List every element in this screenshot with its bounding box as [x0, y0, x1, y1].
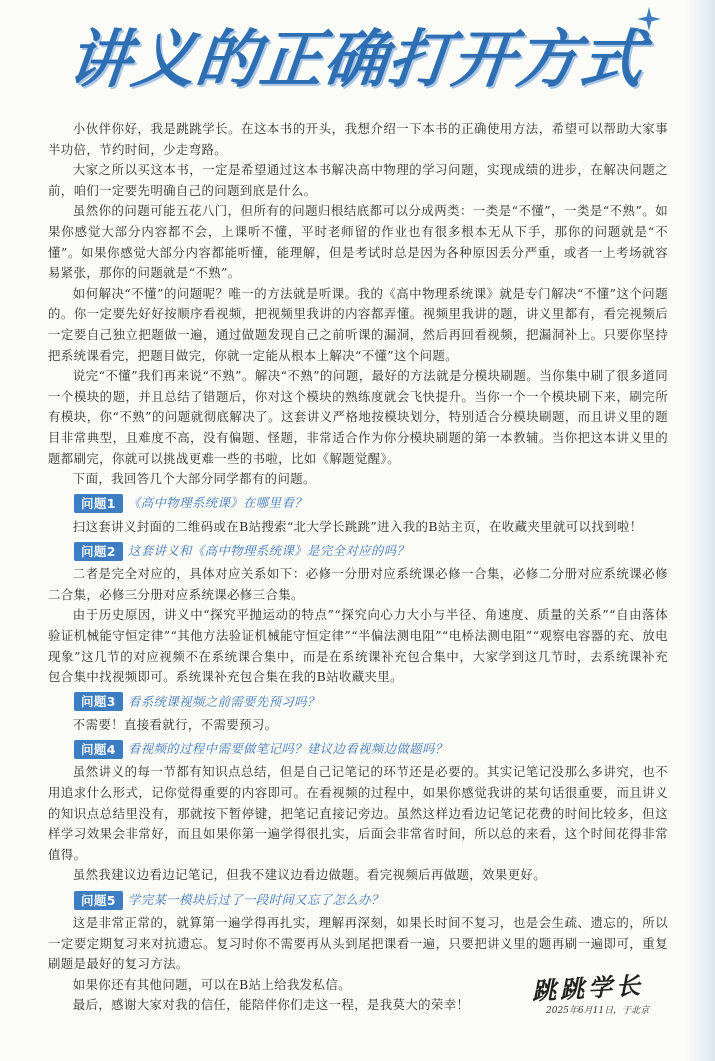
answer-paragraph: 扫这套讲义封面的二维码或在B站搜索“北大学长跳跳”进入我的B站主页，在收藏夹里就可以找到啦！ [72, 518, 643, 534]
question-text: 《高中物理系统课》在哪里看？ [127, 495, 307, 511]
question-text: 看系统课视频之前需要先预习吗？ [127, 693, 320, 709]
intro-paragraph: 大家之所以买这本书，一定是希望通过这本书解决高中物理的学习问题，实现成绩的进步，在解决问题之前，咱们一定要先明确自己的问题到底是什么。 [48, 162, 668, 198]
question-label: 问题4 [74, 740, 123, 759]
answer-paragraph: 二者是完全对应的，具体对应关系如下：必修一分册对应系统课必修一合集，必修二分册对应系统课必修二合集，必修三分册对应系统课必修三合集。 [48, 566, 668, 602]
question-heading [74, 890, 668, 910]
answer-paragraph: 这是非常正常的，就算第一遍学得再扎实，理解再深刻，如果长时间不复习，也是会生疏、遗忘的，所以一定要定期复习来对抗遗忘。复习时你不需要再从头到尾把课看一遍，只要把讲义里的题再刷一遍即可，重复刷题是最好的复习方法。 [48, 915, 668, 972]
question-heading [74, 692, 668, 712]
intro-paragraph: 虽然你的问题可能五花八门，但所有的问题归根结底都可以分成两类：一类是“不懂”，一类是“不熟”。如果你感觉大部分内容都不会，上课听不懂，平时老师留的作业也有很多根本无从下手，那你的问题就是“不懂”。如果你感觉大部分内容都能听懂，能理解，但是考试时总是因为各种原因丢分严重，或者一上考场就容易紧张，那你的问题就是“不熟”。 [48, 203, 668, 281]
question-text: 学完某一模块后过了一段时间又忘了怎么办？ [127, 891, 384, 907]
question-label: 问题2 [74, 542, 123, 561]
closing-paragraph: 如果你还有其他问题，可以在B站上给我发私信。 [72, 976, 351, 992]
signature: 跳跳学长 [531, 970, 645, 1006]
answer-paragraph: 虽然讲义的每一节都有知识点总结，但是自己记笔记的环节还是必要的。其实记笔记没那么多讲究，也不用追求什么形式，记你觉得重要的内容即可。在看视频的过程中，如果你感觉我讲的某句话很重要，而且讲义的知识点总结里没有，那就按下暂停键，把笔记直接记旁边。虽然这样边看边记笔记花费的时间比较多，但这样学习效果会非常好，而且如果你第一遍学得很扎实，后面会非常省时间，所以总的来看，这个时间花得非常值得。 [48, 764, 668, 862]
intro-paragraph: 说完“不懂”我们再来说“不熟”。解决“不熟”的问题，最好的方法就是分模块刷题。当你集中刷了很多道同一个模块的题，并且总结了错题后，你对这个模块的熟练度就会飞快提升。当你一个一个模块刷下来，刷完所有模块，你“不熟”的问题就彻底解决了。这套讲义严格地按模块划分，特别适合分模块刷题，而且讲义里的题目非常典型，且难度不高，没有偏题、怪题，非常适合作为你分模块刷题的第一本教辅。当你把这本讲义里的题都刷完，你就可以挑战更难一些的书啦，比如《解题觉醒》。 [48, 368, 668, 466]
intro-paragraph: 小伙伴你好，我是跳跳学长。在这本书的开头，我想介绍一下本书的正确使用方法，希望可以帮助大家事半功倍，节约时间，少走弯路。 [48, 121, 668, 157]
answer-paragraph: 不需要！直接看就行，不需要预习。 [72, 716, 278, 732]
sparkle-icon [636, 6, 662, 32]
question-label: 问题1 [74, 494, 123, 513]
signature-date: 2025年6月11日，于北京 [546, 1006, 650, 1016]
intro-paragraph: 下面，我回答几个大部分同学都有的问题。 [72, 471, 316, 487]
question-heading [74, 739, 668, 759]
answer-paragraph: 由于历史原因，讲义中“探究平抛运动的特点”“探究向心力大小与半径、角速度、质量的关系”“自由落体验证机械能守恒定律”“其他方法验证机械能守恒定律”“半偏法测电阻”“电桥法测电阻”“观察电容器的充、放电现象”这几节的对应视频不在系统课合集中，而是在系统课补充包合集中，大家学到这几节时，去系统课补充包合集中找视频即可。系统课补充包合集在我的B站收藏夹里。 [48, 607, 668, 685]
page-title: 讲义的正确打开方式 [64, 23, 648, 96]
answer-paragraph: 虽然我建议边看边记笔记，但我不建议边看边做题。看完视频后再做题，效果更好。 [72, 867, 547, 883]
question-text: 这套讲义和《高中物理系统课》是完全对应的吗？ [127, 542, 410, 558]
question-heading [74, 541, 668, 561]
question-label: 问题5 [74, 891, 123, 910]
intro-paragraph: 如何解决“不懂”的问题呢？唯一的方法就是听课。我的《高中物理系统课》就是专门解决“不懂”这个问题的。你一定要先好好按顺序看视频，把视频里我讲的内容都弄懂。视频里我讲的题，讲义里都有，看完视频后一定要自己独立把题做一遍，通过做题发现自己之前听课的漏洞，然后再回看视频，把漏洞补上。只要你坚持把系统课看完，把题目做完，你就一定能从根本上解决“不懂”这个问题。 [48, 285, 668, 363]
question-text: 看视频的过程中需要做笔记吗？建议边看视频边做题吗？ [127, 741, 448, 757]
question-label: 问题3 [74, 692, 123, 711]
question-heading [74, 494, 668, 514]
page-edge-shadow [685, 0, 715, 1061]
closing-paragraph: 最后，感谢大家对我的信任，能陪伴你们走这一程，是我莫大的荣幸！ [72, 997, 470, 1013]
page-content [48, 119, 668, 1016]
